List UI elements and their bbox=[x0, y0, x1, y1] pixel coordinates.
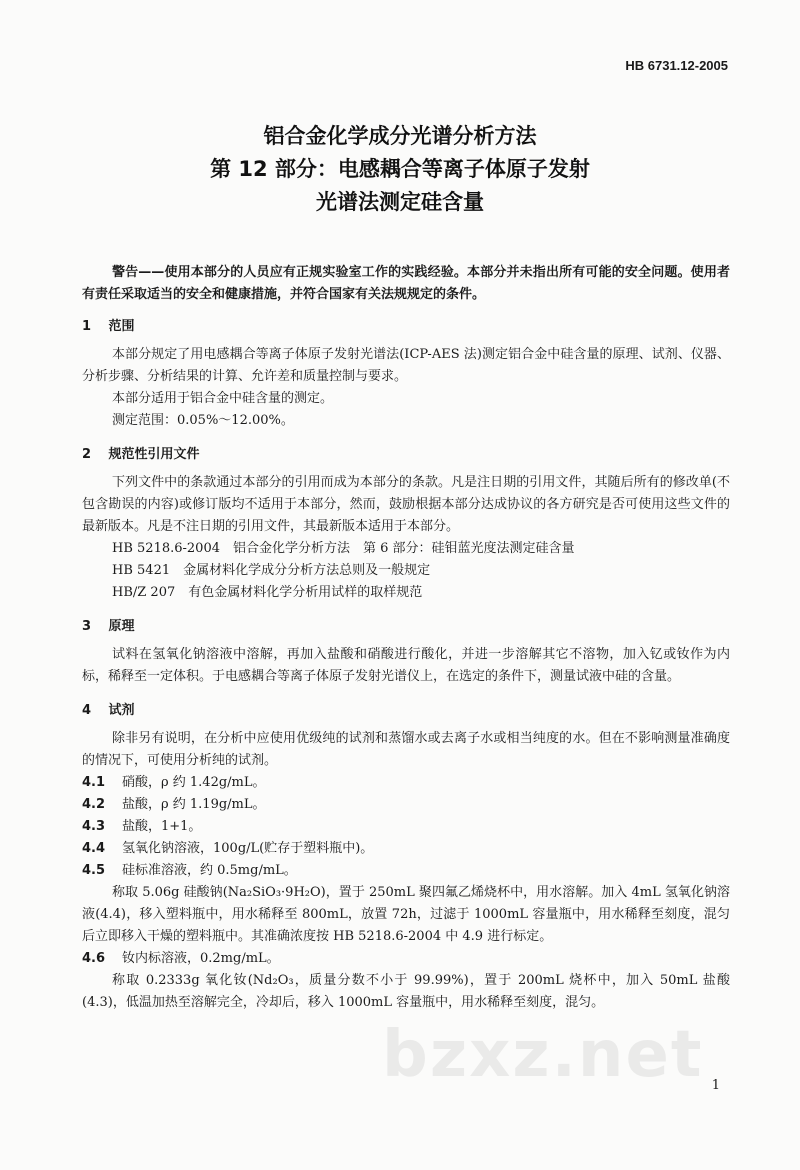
item-number: 4.4 bbox=[82, 841, 106, 856]
section-title: 规范性引用文件 bbox=[108, 447, 200, 462]
item-number: 4.6 bbox=[82, 951, 106, 966]
title-line-3: 光谱法测定硅含量 bbox=[316, 190, 484, 214]
reagent-item bbox=[82, 948, 730, 970]
section-1-paragraph-2: 本部分适用于铝合金中硅含量的测定。 bbox=[112, 391, 334, 406]
section-number: 1 bbox=[82, 319, 92, 334]
watermark: bzxz.net bbox=[382, 1018, 704, 1092]
page-number: 1 bbox=[711, 1078, 720, 1093]
reagent-4-5-description: 称取 5.06g 硅酸钠(Na₂SiO₃·9H₂O)，置于 250mL 聚四氟乙烯烧杯中，用水溶解。加入 4mL 氢氧化钠溶液(4.4)，移入塑料瓶中，用水稀释至 800mL，放置 72h，过滤于 1000mL 容量瓶中，用水稀释至刻度，混匀后立即移入干燥的塑料瓶中。其准确浓度按 HB 5218.6-2004 中 4.9 进行标定。 bbox=[82, 885, 730, 944]
item-text: 硝酸，ρ 约 1.42g/mL。 bbox=[122, 775, 266, 790]
item-number: 4.3 bbox=[82, 819, 106, 834]
item-number: 4.2 bbox=[82, 797, 106, 812]
section-4-paragraph-1: 除非另有说明，在分析中应使用优级纯的试剂和蒸馏水或去离子水或相当纯度的水。但在不影响测量准确度的情况下，可使用分析纯的试剂。 bbox=[82, 731, 730, 768]
item-text: 钕内标溶液，0.2mg/mL。 bbox=[122, 951, 280, 966]
section-number: 4 bbox=[82, 703, 92, 718]
section-2-heading bbox=[82, 444, 730, 466]
item-text: 盐酸，1+1。 bbox=[122, 819, 202, 834]
document-body bbox=[82, 262, 730, 1014]
section-1-paragraph-1: 本部分规定了用电感耦合等离子体原子发射光谱法(ICP-AES 法)测定铝合金中硅含量的原理、试剂、仪器、分析步骤、分析结果的计算、允许差和质量控制与要求。 bbox=[82, 347, 730, 384]
item-text: 硅标准溶液，约 0.5mg/mL。 bbox=[122, 863, 297, 878]
reagent-4-6-description: 称取 0.2333g 氧化钕(Nd₂O₃，质量分数不小于 99.99%)，置于 200mL 烧杯中，加入 50mL 盐酸(4.3)，低温加热至溶解完全，冷却后，移入 1000mL 容量瓶中，用水稀释至刻度，混匀。 bbox=[82, 973, 730, 1010]
section-3-heading bbox=[82, 616, 730, 638]
document-title bbox=[0, 120, 800, 219]
reagent-item bbox=[82, 772, 730, 794]
reagent-item bbox=[82, 838, 730, 860]
section-title: 范围 bbox=[108, 319, 135, 334]
reagent-item bbox=[82, 860, 730, 882]
section-3-paragraph-1: 试料在氢氧化钠溶液中溶解，再加入盐酸和硝酸进行酸化，并进一步溶解其它不溶物，加入钇或钕作为内标，稀释至一定体积。于电感耦合等离子体原子发射光谱仪上，在选定的条件下，测量试液中硅的含量。 bbox=[82, 647, 730, 684]
section-1-paragraph-3: 测定范围：0.05%～12.00%。 bbox=[112, 413, 294, 428]
title-line-2: 第 12 部分：电感耦合等离子体原子发射 bbox=[210, 157, 590, 181]
reference-item: HB/Z 207 有色金属材料化学分析用试样的取样规范 bbox=[112, 585, 423, 600]
item-text: 氢氧化钠溶液，100g/L(贮存于塑料瓶中)。 bbox=[122, 841, 374, 856]
item-number: 4.1 bbox=[82, 775, 106, 790]
section-title: 原理 bbox=[108, 619, 135, 634]
section-title: 试剂 bbox=[108, 703, 135, 718]
item-number: 4.5 bbox=[82, 863, 106, 878]
item-text: 盐酸，ρ 约 1.19g/mL。 bbox=[122, 797, 266, 812]
standard-id: HB 6731.12-2005 bbox=[625, 58, 728, 73]
warning-paragraph: 警告——使用本部分的人员应有正规实验室工作的实践经验。本部分并未指出所有可能的安全问题。使用者有责任采取适当的安全和健康措施，并符合国家有关法规规定的条件。 bbox=[82, 265, 730, 302]
section-number: 3 bbox=[82, 619, 92, 634]
reference-item: HB 5218.6-2004 铝合金化学分析方法 第 6 部分：硅钼蓝光度法测定硅含量 bbox=[112, 541, 575, 556]
reagent-item bbox=[82, 794, 730, 816]
title-line-1: 铝合金化学成分光谱分析方法 bbox=[263, 124, 537, 148]
reagent-item bbox=[82, 816, 730, 838]
section-1-heading bbox=[82, 316, 730, 338]
section-4-heading bbox=[82, 700, 730, 722]
section-number: 2 bbox=[82, 447, 92, 462]
reference-item: HB 5421 金属材料化学成分分析方法总则及一般规定 bbox=[112, 563, 431, 578]
section-2-paragraph-1: 下列文件中的条款通过本部分的引用而成为本部分的条款。凡是注日期的引用文件，其随后所有的修改单(不包含勘误的内容)或修订版均不适用于本部分，然而，鼓励根据本部分达成协议的各方研究是否可使用这些文件的最新版本。凡是不注日期的引用文件，其最新版本适用于本部分。 bbox=[82, 475, 730, 534]
